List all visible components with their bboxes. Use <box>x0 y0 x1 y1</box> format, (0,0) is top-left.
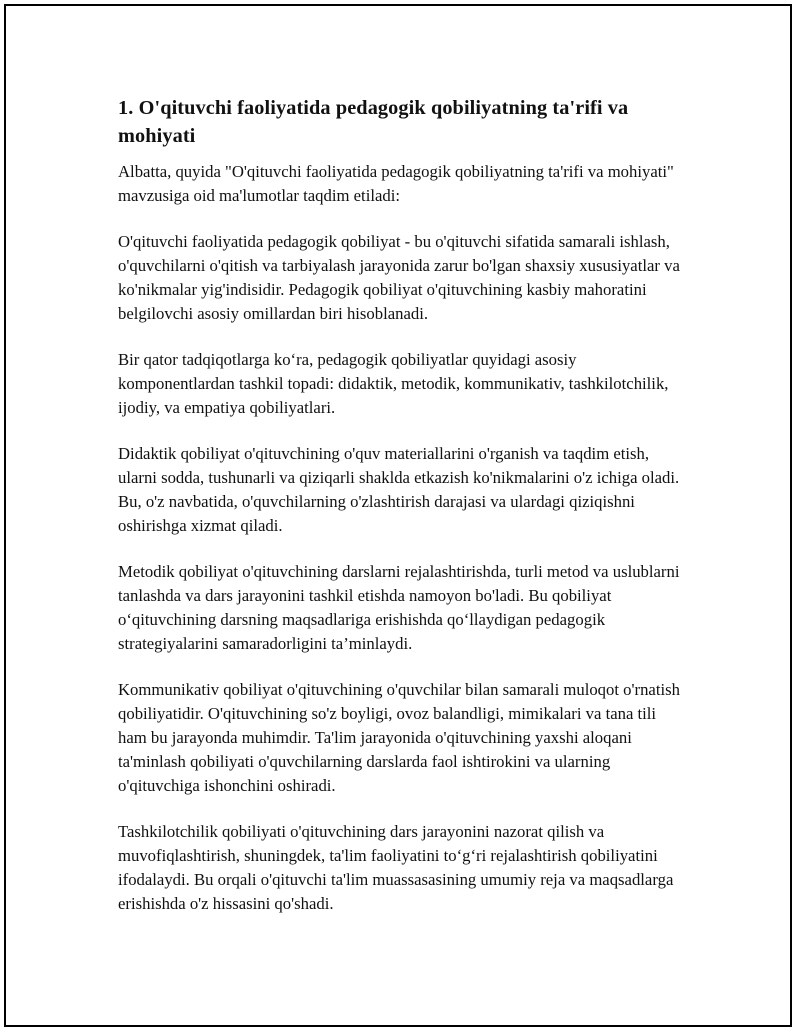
paragraph-communicative: Kommunikativ qobiliyat o'qituvchining o'quvchilar bilan samarali muloqot o'rnatish qobiliyatidir. O'qituvchining so'z boyligi, ovoz balandligi, mimikalari va tana tili ham bu jarayonda muhimdir. Ta'lim jarayonida o'qituvchining yaxshi aloqani ta'minlash qobiliyati o'quvchilarning darslarda faol ishtirokini va ularning o'qituvchiga ishonchini oshiradi. <box>118 680 680 795</box>
document-body <box>118 94 688 938</box>
page-title: 1. O'qituvchi faoliyatida pedagogik qobiliyatning ta'rifi va mohiyati <box>118 97 629 147</box>
paragraph-organizational: Tashkilotchilik qobiliyati o'qituvchining dars jarayonini nazorat qilish va muvofiqlashtirish, shuningdek, ta'lim faoliyatini to‘g‘ri rejalashtirish qobiliyatini ifodalaydi. Bu orqali o'qituvchi ta'lim muassasasining umumiy reja va maqsadlarga erishishda o'z hissasini qo'shadi. <box>118 822 674 913</box>
paragraph-definition: O'qituvchi faoliyatida pedagogik qobiliyat - bu o'qituvchi sifatida samarali ishlash, o'quvchilarni o'qitish va tarbiyalash jarayonida zarur bo'lgan shaxsiy xususiyatlar va ko'nikmalar yig'indisidir. Pedagogik qobiliyat o'qituvchining kasbiy mahoratini belgilovchi asosiy omillardan biri hisoblanadi. <box>118 232 680 323</box>
paragraph-methodical: Metodik qobiliyat o'qituvchining darslarni rejalashtirishda, turli metod va uslublarni tanlashda va dars jarayonini tashkil etishda namoyon bo'ladi. Bu qobiliyat o‘qituvchining darsning maqsadlariga erishishda qo‘llaydigan pedagogik strategiyalarini samaradorligini ta’minlaydi. <box>118 562 680 653</box>
paragraph-components: Bir qator tadqiqotlarga ko‘ra, pedagogik qobiliyatlar quyidagi asosiy komponentlardan tashkil topadi: didaktik, metodik, kommunikativ, tashkilotchilik, ijodiy, va empatiya qobiliyatlari. <box>118 350 669 417</box>
paragraph-didactic: Didaktik qobiliyat o'qituvchining o'quv materiallarini o'rganish va taqdim etish, ularni sodda, tushunarli va qiziqarli shaklda etkazish ko'nikmalarini o'z ichiga oladi. Bu, o'z navbatida, o'quvchilarning o'zlashtirish darajasi va ulardagi qiziqishni oshirishga xizmat qiladi. <box>118 444 680 535</box>
paragraph-intro: Albatta, quyida "O'qituvchi faoliyatida pedagogik qobiliyatning ta'rifi va mohiyati" mavzusiga oid ma'lumotlar taqdim etiladi: <box>118 162 674 205</box>
